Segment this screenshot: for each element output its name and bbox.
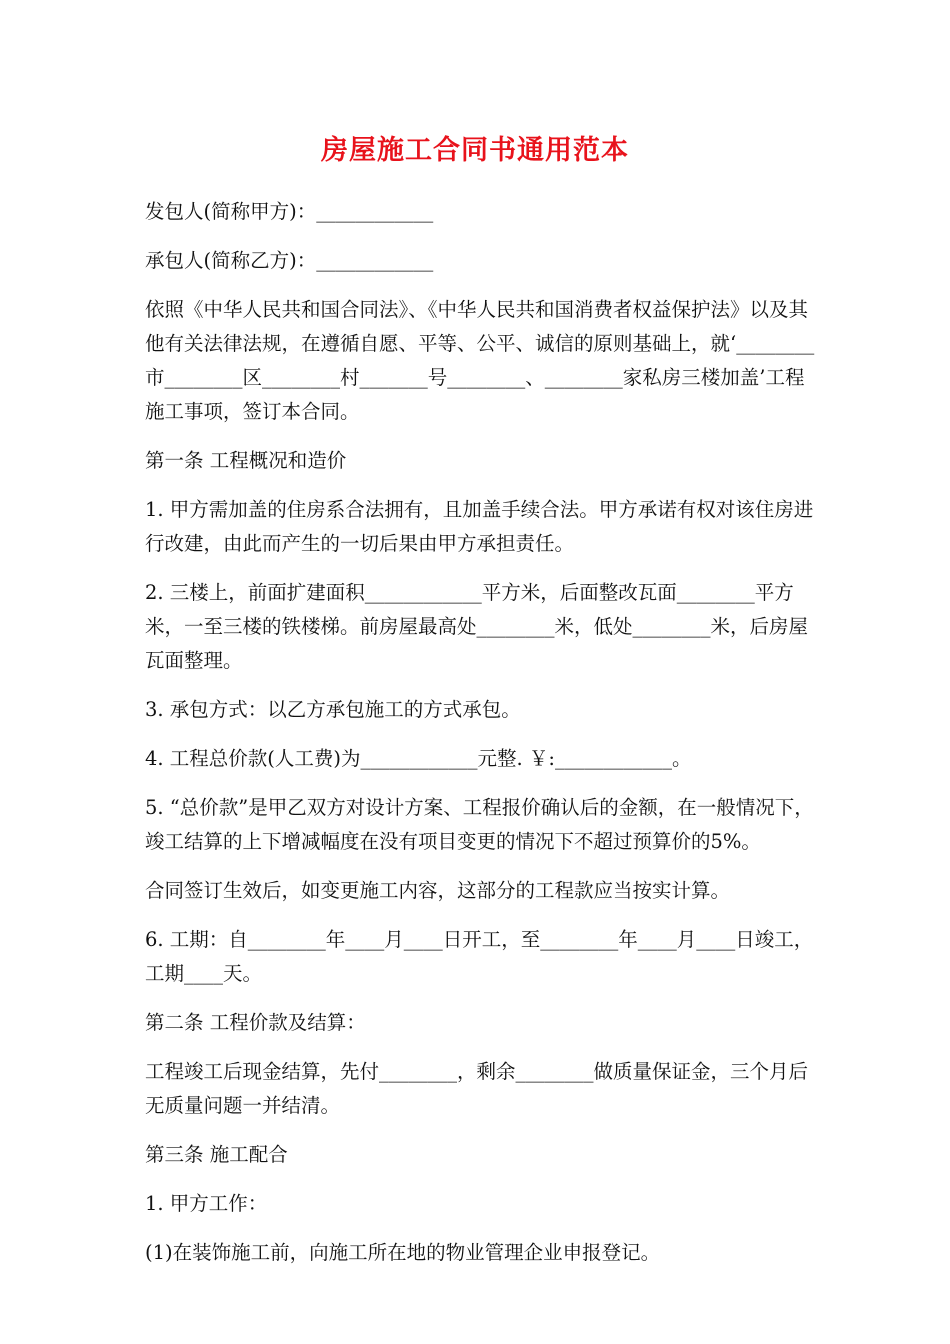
article-3-heading: 第三条 施工配合 [145, 1143, 288, 1166]
clause-1-5-note: 合同签订生效后，如变更施工内容，这部分的工程款应当按实计算。 [145, 879, 731, 902]
article-1-heading: 第一条 工程概况和造价 [145, 449, 347, 472]
document-body [145, 195, 815, 1285]
article-2-heading: 第二条 工程价款及结算： [145, 1011, 366, 1034]
party-b-line: 承包人(简称乙方)：____________ [145, 249, 434, 272]
clause-1-3: 3. 承包方式：以乙方承包施工的方式承包。 [145, 698, 521, 721]
clause-1-4: 4. 工程总价款(人工费)为____________元整. ￥:____________。 [145, 747, 692, 770]
clause-1-1: 1. 甲方需加盖的住房系合法拥有，且加盖手续合法。甲方承诺有权对该住房进行改建，由此而产生的一切后果由甲方承担责任。 [145, 498, 814, 555]
document-title: 房屋施工合同书通用范本 [321, 135, 629, 166]
party-a-line: 发包人(简称甲方)：____________ [145, 200, 434, 223]
article-2-body: 工程竣工后现金结算，先付________，剩余________做质量保证金，三个月后无质量问题一并结清。 [145, 1060, 809, 1117]
clause-3-1: 1. 甲方工作： [145, 1192, 268, 1215]
clause-3-1-1: (1)在装饰施工前，向施工所在地的物业管理企业申报登记。 [145, 1241, 661, 1264]
clause-1-6: 6. 工期：自________年____月____日开工，至________年____月____日竣工，工期____天。 [145, 928, 814, 985]
clause-1-5: 5. “总价款”是甲乙双方对设计方案、工程报价确认后的金额，在一般情况下，竣工结算的上下增减幅度在没有项目变更的情况下不超过预算价的5%。 [145, 796, 814, 853]
clause-1-2: 2. 三楼上，前面扩建面积____________平方米，后面整改瓦面________平方米，一至三楼的铁楼梯。前房屋最高处________米，低处________米，后房屋瓦面整理。 [145, 581, 809, 672]
preamble-paragraph: 依照《中华人民共和国合同法》、《中华人民共和国消费者权益保护法》以及其他有关法律法规，在遵循自愿、平等、公平、诚信的原则基础上，就‘________市________区________村_______号________、________家私房三楼加盖’工程施工事项，签订本合同。 [145, 298, 815, 423]
